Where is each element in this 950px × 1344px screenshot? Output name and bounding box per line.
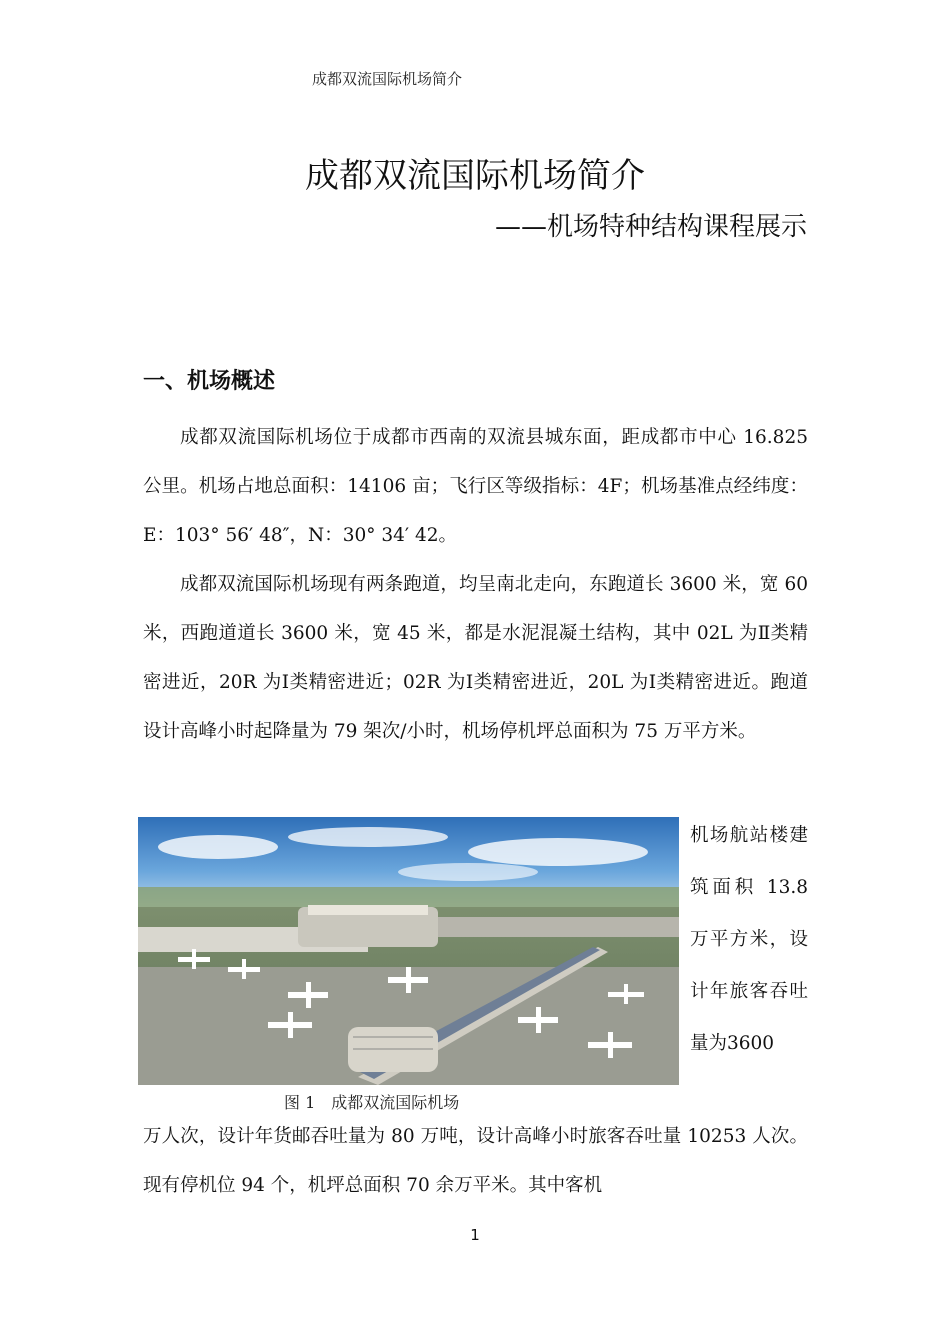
paragraph-location: 成都双流国际机场位于成都市西南的双流县城东面，距成都市中心 16.825 公里。机场占地总面积：14106 亩；飞行区等级指标：4F；机场基准点经纬度：E：103° 56′ 48″，N：30° 34′ 42。 — [143, 427, 808, 546]
airport-aerial-photo — [138, 817, 679, 1085]
page-number: 1 — [470, 1226, 480, 1244]
running-header: 成都双流国际机场简介 — [312, 70, 463, 88]
document-subtitle: ——机场特种结构课程展示 — [494, 212, 807, 242]
paragraph-terminal-wrap: 机场航站楼建筑面积 13.8 万平方米，设计年旅客吞吐量为3600 — [690, 825, 808, 1054]
paragraph-terminal-continued: 万人次，设计年货邮吞吐量为 80 万吨，设计高峰小时旅客吞吐量 10253 人次。现有停机位 94 个，机坪总面积 70 余万平米。其中客机 — [143, 1126, 808, 1196]
section-heading: 一、机场概述 — [143, 369, 276, 394]
document-title: 成都双流国际机场简介 — [305, 156, 645, 196]
paragraph-runways: 成都双流国际机场现有两条跑道，均呈南北走向，东跑道长 3600 米，宽 60 米，西跑道道长 3600 米，宽 45 米，都是水泥混凝土结构，其中 02L 为Ⅱ类精密进近，20R 为Ⅰ类精密进近；02R 为Ⅰ类精密进近，20L 为Ⅰ类精密进近。跑道设计高峰小时起降量为 79 架次/小时，机场停机坪总面积为 75 万平方米。 — [143, 574, 808, 742]
figure-caption: 图 1 成都双流国际机场 — [284, 1093, 460, 1112]
